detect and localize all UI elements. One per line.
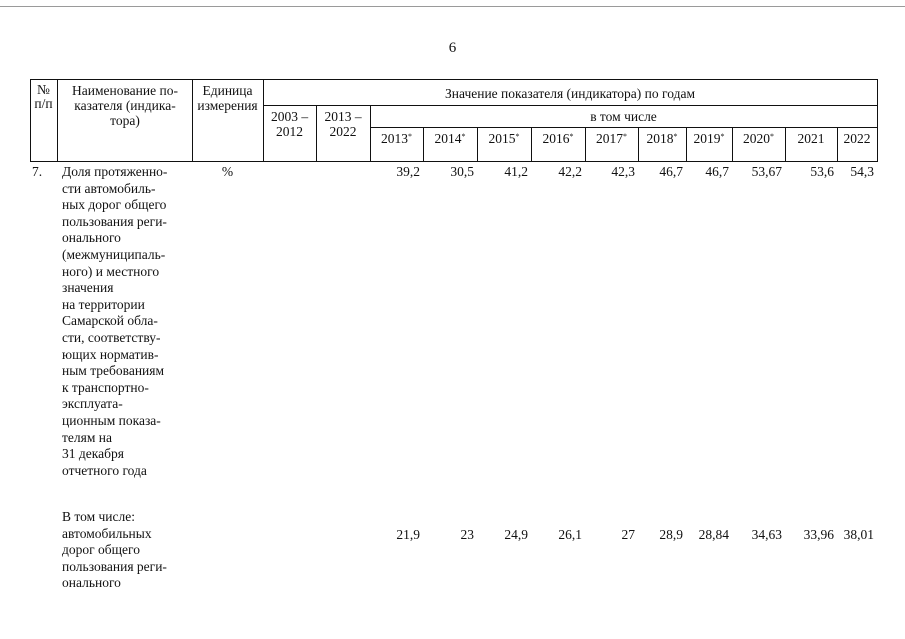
table-line-years-top bbox=[263, 105, 878, 106]
cell-value-2018: 28,9 bbox=[659, 527, 683, 542]
table-border-top bbox=[30, 79, 878, 80]
footnote-mark: * bbox=[623, 132, 627, 141]
year-header-2014 bbox=[423, 131, 477, 146]
footnote-mark: * bbox=[673, 132, 678, 141]
cell-value-2015: 41,2 bbox=[504, 164, 528, 179]
cell-value-2022: 38,01 bbox=[843, 527, 874, 542]
header-name: Наименование по- казателя (индика- тора) bbox=[72, 83, 178, 128]
cell-value-2021: 33,96 bbox=[803, 527, 834, 542]
row-7-unit: % bbox=[221, 164, 234, 179]
year-label: 2018 bbox=[646, 131, 674, 146]
row-7-num: 7. bbox=[32, 164, 43, 179]
cell-value-2017: 27 bbox=[621, 527, 635, 542]
year-label: 2015 bbox=[488, 131, 516, 146]
year-header-2022 bbox=[837, 131, 877, 146]
table-header-bottom bbox=[30, 161, 878, 162]
year-header-2013 bbox=[370, 131, 423, 146]
header-values-by-year: Значение показателя (индикатора) по годам bbox=[445, 86, 695, 101]
year-label: 2016 bbox=[542, 131, 570, 146]
footnote-mark: * bbox=[515, 132, 520, 141]
cell-value-2014: 23 bbox=[460, 527, 474, 542]
cell-value-2021: 53,6 bbox=[810, 164, 834, 179]
cell-value-2022: 54,3 bbox=[850, 164, 874, 179]
year-header-2016 bbox=[531, 131, 585, 146]
header-including: в том числе bbox=[590, 109, 657, 124]
year-header-2017 bbox=[585, 131, 638, 146]
header-num: № п/п bbox=[34, 82, 53, 111]
row-sub-name: В том числе: автомобильных дорог общего пользования реги- онального bbox=[62, 509, 167, 591]
cell-value-2019: 28,84 bbox=[698, 527, 729, 542]
year-header-2019 bbox=[686, 131, 732, 146]
year-label: 2013 bbox=[381, 131, 408, 146]
page-number: 6 bbox=[448, 40, 457, 56]
cell-value-2017: 42,3 bbox=[611, 164, 635, 179]
year-label: 2021 bbox=[797, 131, 825, 146]
year-label: 2019 bbox=[693, 131, 721, 146]
cell-value-2016: 26,1 bbox=[558, 527, 582, 542]
table-border-right bbox=[877, 79, 878, 162]
year-header-2018 bbox=[638, 131, 686, 146]
header-unit: Единица измерения bbox=[197, 83, 258, 113]
year-header-2021 bbox=[785, 131, 837, 146]
cell-value-2013: 21,9 bbox=[396, 527, 420, 542]
footnote-mark: * bbox=[461, 132, 466, 141]
row-7-name: Доля протяженно- сти автомобиль- ных дорог общего пользования реги- онального (межмуниципаль- ного) и местного значения на территории Самарской обла- сти, соответству- ющих норматив- ным требованиям к транспортно- эксплуата- ционным показа- телям на 31 декабря отчетного года bbox=[62, 164, 168, 478]
footnote-mark: * bbox=[408, 132, 412, 141]
cell-value-2015: 24,9 bbox=[504, 527, 528, 542]
cell-value-2018: 46,7 bbox=[659, 164, 683, 179]
cell-value-2014: 30,5 bbox=[450, 164, 474, 179]
cell-value-2016: 42,2 bbox=[558, 164, 582, 179]
footnote-mark: * bbox=[770, 132, 774, 141]
year-header-2015 bbox=[477, 131, 531, 146]
page-top-border bbox=[0, 6, 905, 7]
year-label: 2020 bbox=[743, 131, 770, 146]
table-line-including bbox=[370, 127, 878, 128]
header-period-2013-2022: 2013 – 2022 bbox=[324, 109, 362, 139]
year-label: 2022 bbox=[843, 131, 871, 146]
footnote-mark: * bbox=[569, 132, 574, 141]
cell-value-2020: 34,63 bbox=[751, 527, 782, 542]
cell-value-2019: 46,7 bbox=[705, 164, 729, 179]
year-header-2020 bbox=[732, 131, 785, 146]
year-label: 2014 bbox=[434, 131, 462, 146]
cell-value-2013: 39,2 bbox=[396, 164, 420, 179]
year-label: 2017 bbox=[596, 131, 623, 146]
cell-value-2020: 53,67 bbox=[751, 164, 782, 179]
footnote-mark: * bbox=[720, 132, 725, 141]
header-period-2003-2012: 2003 – 2012 bbox=[270, 109, 309, 139]
